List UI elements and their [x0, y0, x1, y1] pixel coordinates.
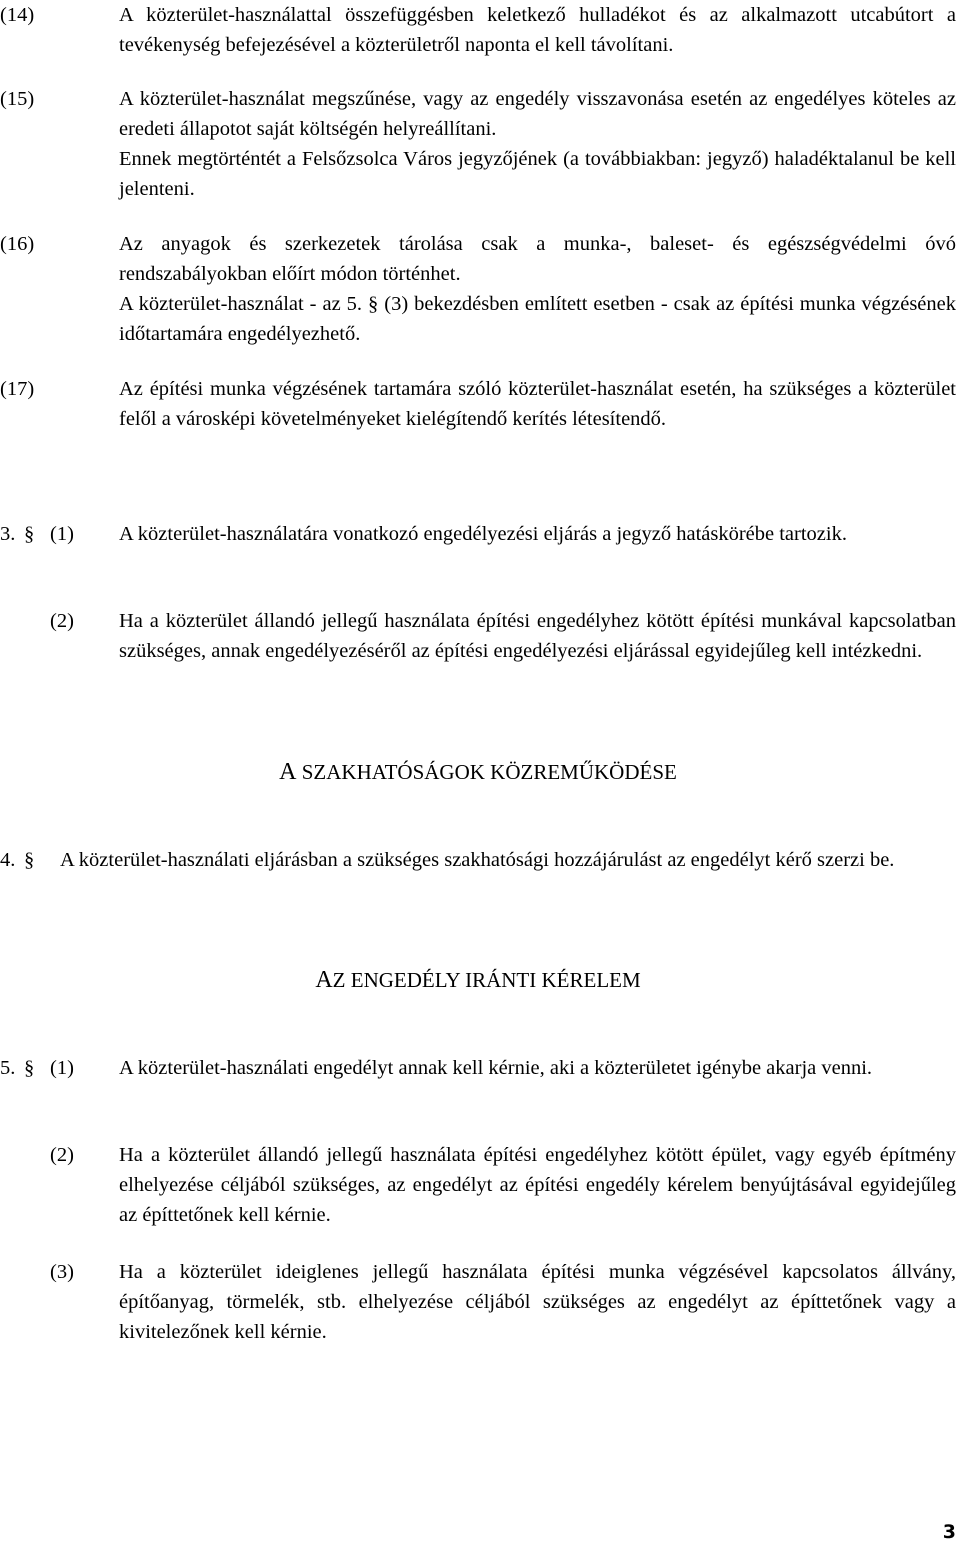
section-heading-szakhatosagok [0, 757, 956, 787]
paragraph-15 [0, 84, 956, 204]
section-5-item-2 [0, 1140, 956, 1230]
item-text: Ha a közterület ideiglenes jellegű használata építési munka végzésével kapcsolatos állvány, építőanyag, törmelék, stb. elhelyezése céljából szükséges az engedélyt az építtetőnek vagy a kivitelezőnek kell kérnie. [119, 1261, 956, 1343]
item-text: A közterület-használati engedélyt annak kell kérnie, aki a közterületet igénybe akarja venni. [119, 1057, 873, 1079]
paragraph-text: Az anyagok és szerkezetek tárolása csak a munka-, baleset- és egészségvédelmi óvó rendszabályokban előírt módon történhet. [119, 233, 956, 285]
item-text: Ha a közterület állandó jellegű használata építési engedélyhez kötött épület, vagy egyéb építmény elhelyezése céljából szükséges, az engedélyt az építési engedély kérelem benyújtásával egyidejűleg az építtetőnek kell kérnie. [119, 1144, 956, 1226]
paragraph-text-continued: A közterület-használat - az 5. § (3) bekezdésben említett esetben - csak az építési munka végzésének időtartamára engedélyezhető. [119, 293, 956, 345]
heading-initial: A [315, 967, 333, 993]
section-4 [0, 845, 956, 875]
section-number: 4. [0, 849, 16, 871]
section-number: 3. [0, 523, 16, 545]
heading-rest: SZAKHATÓSÁGOK KÖZREMŰKÖDÉSE [296, 760, 677, 784]
item-number: (1) [50, 523, 74, 545]
section-number: 5. [0, 1057, 16, 1079]
paragraph-number: (15) [0, 88, 35, 110]
paragraph-text-continued: Ennek megtörténtét a Felsőzsolca Város jegyzőjének (a továbbiakban: jegyző) haladéktalanul be kell jelenteni. [119, 148, 956, 200]
paragraph-17 [0, 374, 956, 434]
paragraph-text: A közterület-használattal összefüggésben keletkező hulladékot és az alkalmazott utcabútort a tevékenység befejezésével a közterületről naponta el kell távolítani. [119, 4, 956, 56]
section-sign: § [24, 1057, 35, 1079]
section-3-item-1 [0, 519, 956, 549]
section-5-item-1 [0, 1053, 956, 1083]
section-sign: § [24, 523, 35, 545]
heading-initial: A [279, 759, 297, 785]
item-text: A közterület-használatára vonatkozó engedélyezési eljárás a jegyző hatáskörébe tartozik. [119, 523, 847, 545]
item-number: (3) [50, 1261, 74, 1283]
item-number: (1) [50, 1057, 74, 1079]
page-number: 3 [942, 1521, 956, 1543]
paragraph-number: (14) [0, 4, 35, 26]
paragraph-16 [0, 229, 956, 349]
section-heading-kerelem [0, 965, 956, 995]
paragraph-text: A közterület-használat megszűnése, vagy az engedély visszavonása esetén az engedélyes köteles az eredeti állapotot saját költségén helyreállítani. [119, 88, 956, 140]
paragraph-number: (17) [0, 378, 35, 400]
paragraph-text: Az építési munka végzésének tartamára szóló közterület-használat esetén, ha szükséges a közterület felől a városképi követelményeket kielégítendő kerítés létesítendő. [119, 378, 956, 430]
item-text: Ha a közterület állandó jellegű használata építési engedélyhez kötött építési munkával kapcsolatban szükséges, annak engedélyezéséről az építési engedélyezési eljárással egyidejűleg kell intézkedni. [119, 610, 956, 662]
section-3-item-2 [0, 606, 956, 666]
heading-rest: Z ENGEDÉLY IRÁNTI KÉRELEM [332, 968, 641, 992]
paragraph-14 [0, 0, 956, 60]
item-number: (2) [50, 1144, 74, 1166]
section-5-item-3 [0, 1257, 956, 1347]
paragraph-number: (16) [0, 233, 35, 255]
section-sign: § [24, 849, 35, 871]
item-number: (2) [50, 610, 74, 632]
section-text: A közterület-használati eljárásban a szükséges szakhatósági hozzájárulást az engedélyt kérő szerzi be. [60, 849, 895, 871]
